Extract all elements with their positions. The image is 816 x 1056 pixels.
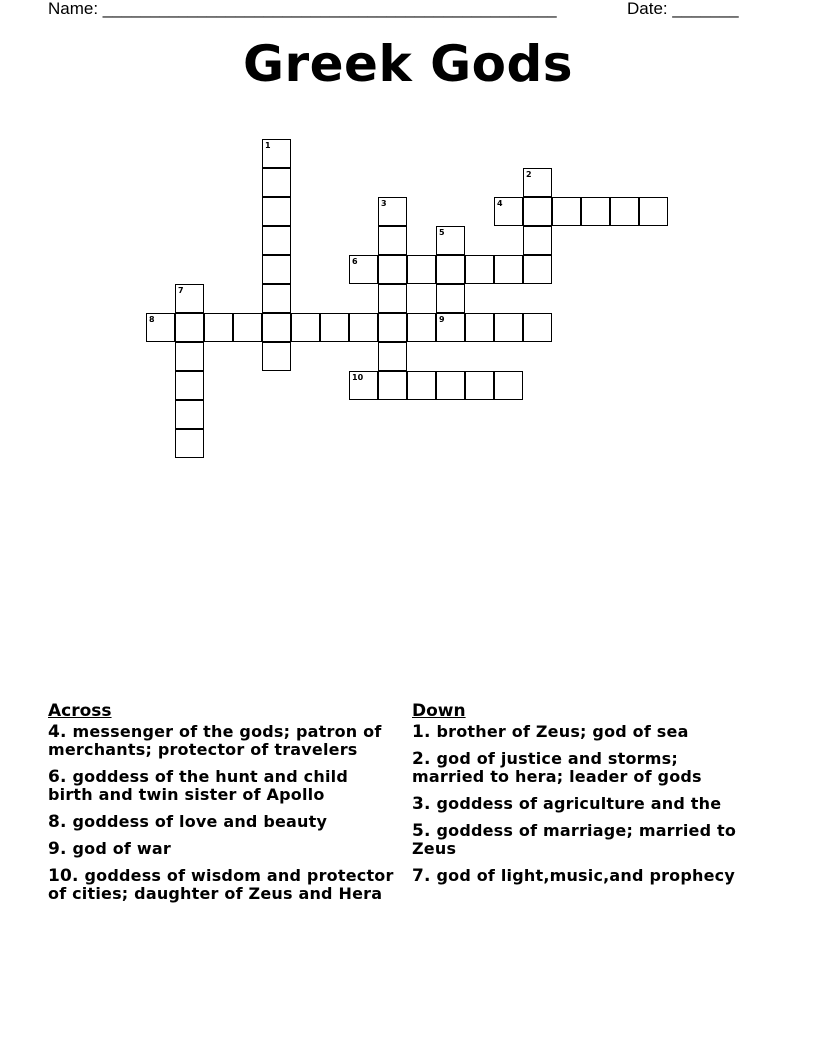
- cell-number: 8: [149, 315, 155, 324]
- crossword-cell[interactable]: [262, 197, 291, 226]
- crossword-cell[interactable]: [436, 371, 465, 400]
- crossword-cell[interactable]: [175, 284, 204, 313]
- crossword-cell[interactable]: [349, 371, 378, 400]
- clue-number: 3.: [412, 794, 431, 814]
- crossword-cell[interactable]: [465, 371, 494, 400]
- crossword-cell[interactable]: [378, 226, 407, 255]
- crossword-cell[interactable]: [146, 313, 175, 342]
- crossword-cell[interactable]: [407, 255, 436, 284]
- crossword-cell[interactable]: [175, 313, 204, 342]
- crossword-cell[interactable]: [407, 371, 436, 400]
- clue-text: goddess of agriculture and the: [436, 794, 722, 813]
- clue-down-3: [412, 795, 752, 813]
- crossword-cell[interactable]: [262, 168, 291, 197]
- clue-number: 10.: [48, 866, 79, 886]
- cell-number: 4: [497, 199, 503, 208]
- crossword-cell[interactable]: [494, 371, 523, 400]
- crossword-cell[interactable]: [262, 342, 291, 371]
- clue-text: goddess of love and beauty: [72, 812, 328, 831]
- clue-text: goddess of the hunt and child birth and twin sister of Apollo: [48, 767, 348, 804]
- clue-across-6: [48, 768, 398, 804]
- crossword-cell[interactable]: [320, 313, 349, 342]
- name-field-label[interactable]: Name: ________________________________________________: [48, 0, 557, 18]
- clue-number: 2.: [412, 749, 431, 769]
- clue-number: 8.: [48, 812, 67, 832]
- crossword-cell[interactable]: [494, 255, 523, 284]
- crossword-cell[interactable]: [639, 197, 668, 226]
- crossword-cell[interactable]: [378, 255, 407, 284]
- cell-number: 7: [178, 286, 184, 295]
- page-title: Greek Gods: [242, 35, 574, 93]
- across-heading: Across: [48, 701, 112, 721]
- clue-text: messenger of the gods; patron of merchants; protector of travelers: [48, 722, 382, 759]
- clue-text: god of light,music,and prophecy: [436, 866, 735, 885]
- crossword-cell[interactable]: [175, 429, 204, 458]
- crossword-cell[interactable]: [262, 313, 291, 342]
- cell-number: 3: [381, 199, 387, 208]
- crossword-cell[interactable]: [262, 255, 291, 284]
- clue-text: goddess of marriage; married to Zeus: [412, 821, 737, 858]
- crossword-cell[interactable]: [436, 313, 465, 342]
- clue-across-10: [48, 867, 398, 903]
- crossword-cell[interactable]: [523, 313, 552, 342]
- crossword-cell[interactable]: [291, 313, 320, 342]
- clue-across-4: [48, 723, 398, 759]
- crossword-cell[interactable]: [581, 197, 610, 226]
- down-heading: Down: [412, 701, 466, 721]
- crossword-cell[interactable]: [262, 284, 291, 313]
- crossword-cell[interactable]: [349, 313, 378, 342]
- crossword-cell[interactable]: [552, 197, 581, 226]
- crossword-cell[interactable]: [523, 226, 552, 255]
- clue-down-1: [412, 723, 752, 741]
- across-clues: [48, 702, 398, 912]
- crossword-cell[interactable]: [523, 255, 552, 284]
- crossword-cell[interactable]: [407, 313, 436, 342]
- crossword-cell[interactable]: [378, 342, 407, 371]
- crossword-cell[interactable]: [436, 226, 465, 255]
- cell-number: 2: [526, 170, 532, 179]
- clue-text: god of war: [72, 839, 171, 858]
- crossword-cell[interactable]: [175, 342, 204, 371]
- cell-number: 5: [439, 228, 445, 237]
- crossword-cell[interactable]: [262, 226, 291, 255]
- clue-number: 7.: [412, 866, 431, 886]
- crossword-cell[interactable]: [175, 371, 204, 400]
- crossword-cell[interactable]: [523, 168, 552, 197]
- crossword-cell[interactable]: [262, 139, 291, 168]
- cell-number: 6: [352, 257, 358, 266]
- crossword-cell[interactable]: [465, 255, 494, 284]
- down-clues: [412, 702, 752, 894]
- clue-across-9: [48, 840, 398, 858]
- clue-number: 6.: [48, 767, 67, 787]
- clue-number: 4.: [48, 722, 67, 742]
- clue-text: brother of Zeus; god of sea: [436, 722, 689, 741]
- crossword-cell[interactable]: [233, 313, 262, 342]
- crossword-cell[interactable]: [494, 313, 523, 342]
- crossword-cell[interactable]: [610, 197, 639, 226]
- cell-number: 10: [352, 373, 364, 382]
- crossword-cell[interactable]: [436, 255, 465, 284]
- clue-down-5: [412, 822, 752, 858]
- date-field-label[interactable]: Date: _______: [627, 0, 739, 18]
- cell-number: 9: [439, 315, 445, 324]
- clue-text: goddess of wisdom and protector of cities; daughter of Zeus and Hera: [48, 866, 394, 903]
- clue-down-2: [412, 750, 752, 786]
- crossword-cell[interactable]: [349, 255, 378, 284]
- crossword-cell[interactable]: [175, 400, 204, 429]
- clue-text: god of justice and storms; married to hera; leader of gods: [412, 749, 702, 786]
- crossword-cell[interactable]: [378, 284, 407, 313]
- crossword-cell[interactable]: [378, 313, 407, 342]
- clue-number: 5.: [412, 821, 431, 841]
- clue-across-8: [48, 813, 398, 831]
- crossword-cell[interactable]: [204, 313, 233, 342]
- cell-number: 1: [265, 141, 271, 150]
- crossword-cell[interactable]: [465, 313, 494, 342]
- crossword-cell[interactable]: [378, 197, 407, 226]
- crossword-cell[interactable]: [494, 197, 523, 226]
- clue-number: 1.: [412, 722, 431, 742]
- crossword-cell[interactable]: [523, 197, 552, 226]
- crossword-cell[interactable]: [378, 371, 407, 400]
- clue-number: 9.: [48, 839, 67, 859]
- crossword-grid: [0, 0, 816, 480]
- crossword-cell[interactable]: [436, 284, 465, 313]
- clue-down-7: [412, 867, 752, 885]
